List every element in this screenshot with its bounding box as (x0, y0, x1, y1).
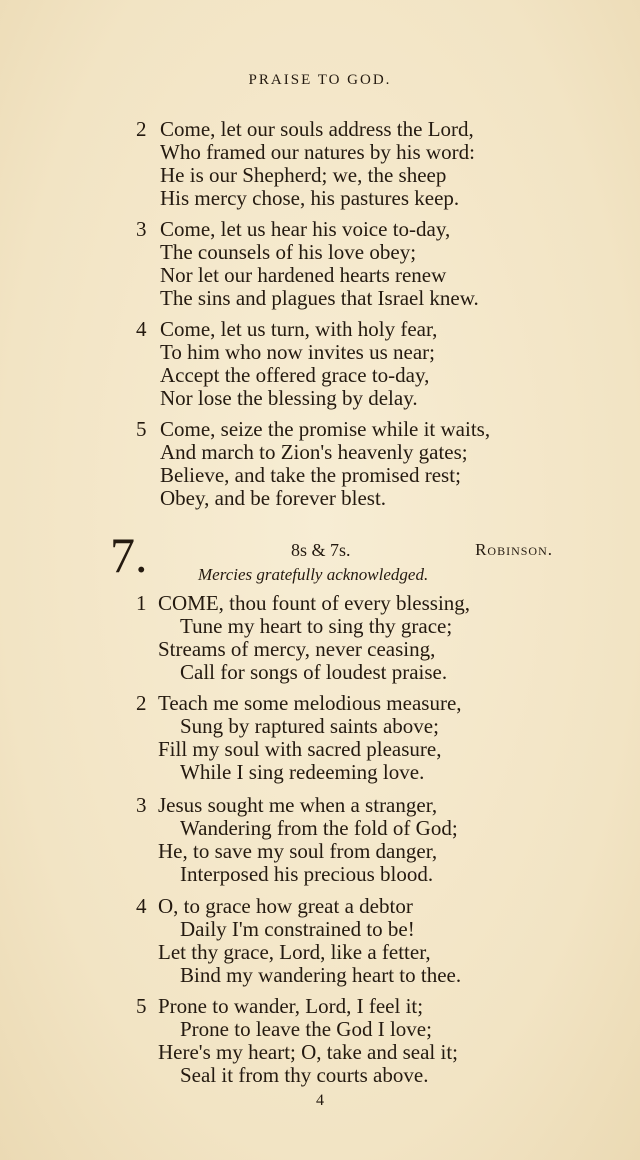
verse-line: Tune my heart to sing thy grace; (180, 614, 453, 638)
stanza-number: 2 (136, 691, 147, 715)
verse-line: Fill my soul with sacred pleasure, (158, 737, 442, 761)
stanza-number: 3 (136, 793, 147, 817)
verse-line: O, to grace how great a debtor (158, 894, 413, 918)
verse-line: Wandering from the fold of God; (180, 816, 458, 840)
verse-line: Come, let us turn, with holy fear, (160, 317, 438, 341)
verse-line: Daily I'm constrained to be! (180, 917, 415, 941)
verse-line: Nor let our hardened hearts renew (160, 263, 447, 287)
verse-line: Obey, and be forever blest. (160, 486, 387, 510)
verse-line: Let thy grace, Lord, like a fetter, (158, 940, 431, 964)
verse-line: He is our Shepherd; we, the sheep (160, 163, 447, 187)
verse-line: Seal it from thy courts above. (180, 1063, 429, 1087)
verse-line: While I sing redeeming love. (180, 760, 425, 784)
stanza-number: 4 (136, 894, 147, 918)
verse-line: Here's my heart; O, take and seal it; (158, 1040, 459, 1064)
verse-line: COME, thou fount of every blessing, (158, 591, 471, 615)
verse-line: Accept the offered grace to-day, (160, 363, 430, 387)
hymn-number: 7. (110, 527, 148, 583)
verse-line: And march to Zion's heavenly gates; (160, 440, 468, 464)
verse-line: Come, let us hear his voice to-day, (160, 217, 451, 241)
verse-line: Interposed his precious blood. (180, 862, 434, 886)
verse-line: Teach me some melodious measure, (158, 691, 462, 715)
verse-line: His mercy chose, his pastures keep. (160, 186, 460, 210)
verse-line: Come, let our souls address the Lord, (160, 117, 474, 141)
running-head: PRAISE TO GOD. (248, 72, 392, 88)
verse-line: Streams of mercy, never ceasing, (158, 637, 436, 661)
verse-line: Jesus sought me when a stranger, (158, 793, 438, 817)
verse-line: Come, seize the promise while it waits, (160, 417, 491, 441)
verse-line: Who framed our natures by his word: (160, 140, 475, 164)
stanza-number: 3 (136, 217, 147, 241)
verse-line: Bind my wandering heart to thee. (180, 963, 462, 987)
tune-name: Robinson. (475, 540, 553, 559)
verse-line: Believe, and take the promised rest; (160, 463, 461, 487)
page-number: 4 (316, 1092, 324, 1109)
hymn-subtitle: Mercies gratefully acknowledged. (198, 565, 429, 584)
stanza-number: 5 (136, 994, 147, 1018)
verse-line: Prone to leave the God I love; (180, 1017, 432, 1041)
verse-line: He, to save my soul from danger, (158, 839, 438, 863)
verse-line: The sins and plagues that Israel knew. (160, 286, 479, 310)
verse-line: The counsels of his love obey; (160, 240, 417, 264)
verse-line: To him who now invites us near; (160, 340, 435, 364)
verse-line: Prone to wander, Lord, I feel it; (158, 994, 424, 1018)
stanza-number: 2 (136, 117, 147, 141)
hymn-meter: 8s & 7s. (291, 540, 351, 560)
verse-line: Sung by raptured saints above; (180, 714, 439, 738)
stanza-number: 5 (136, 417, 147, 441)
verse-line: Call for songs of loudest praise. (180, 660, 448, 684)
stanza-number: 1 (136, 591, 147, 615)
stanza-number: 4 (136, 317, 147, 341)
verse-line: Nor lose the blessing by delay. (160, 386, 418, 410)
